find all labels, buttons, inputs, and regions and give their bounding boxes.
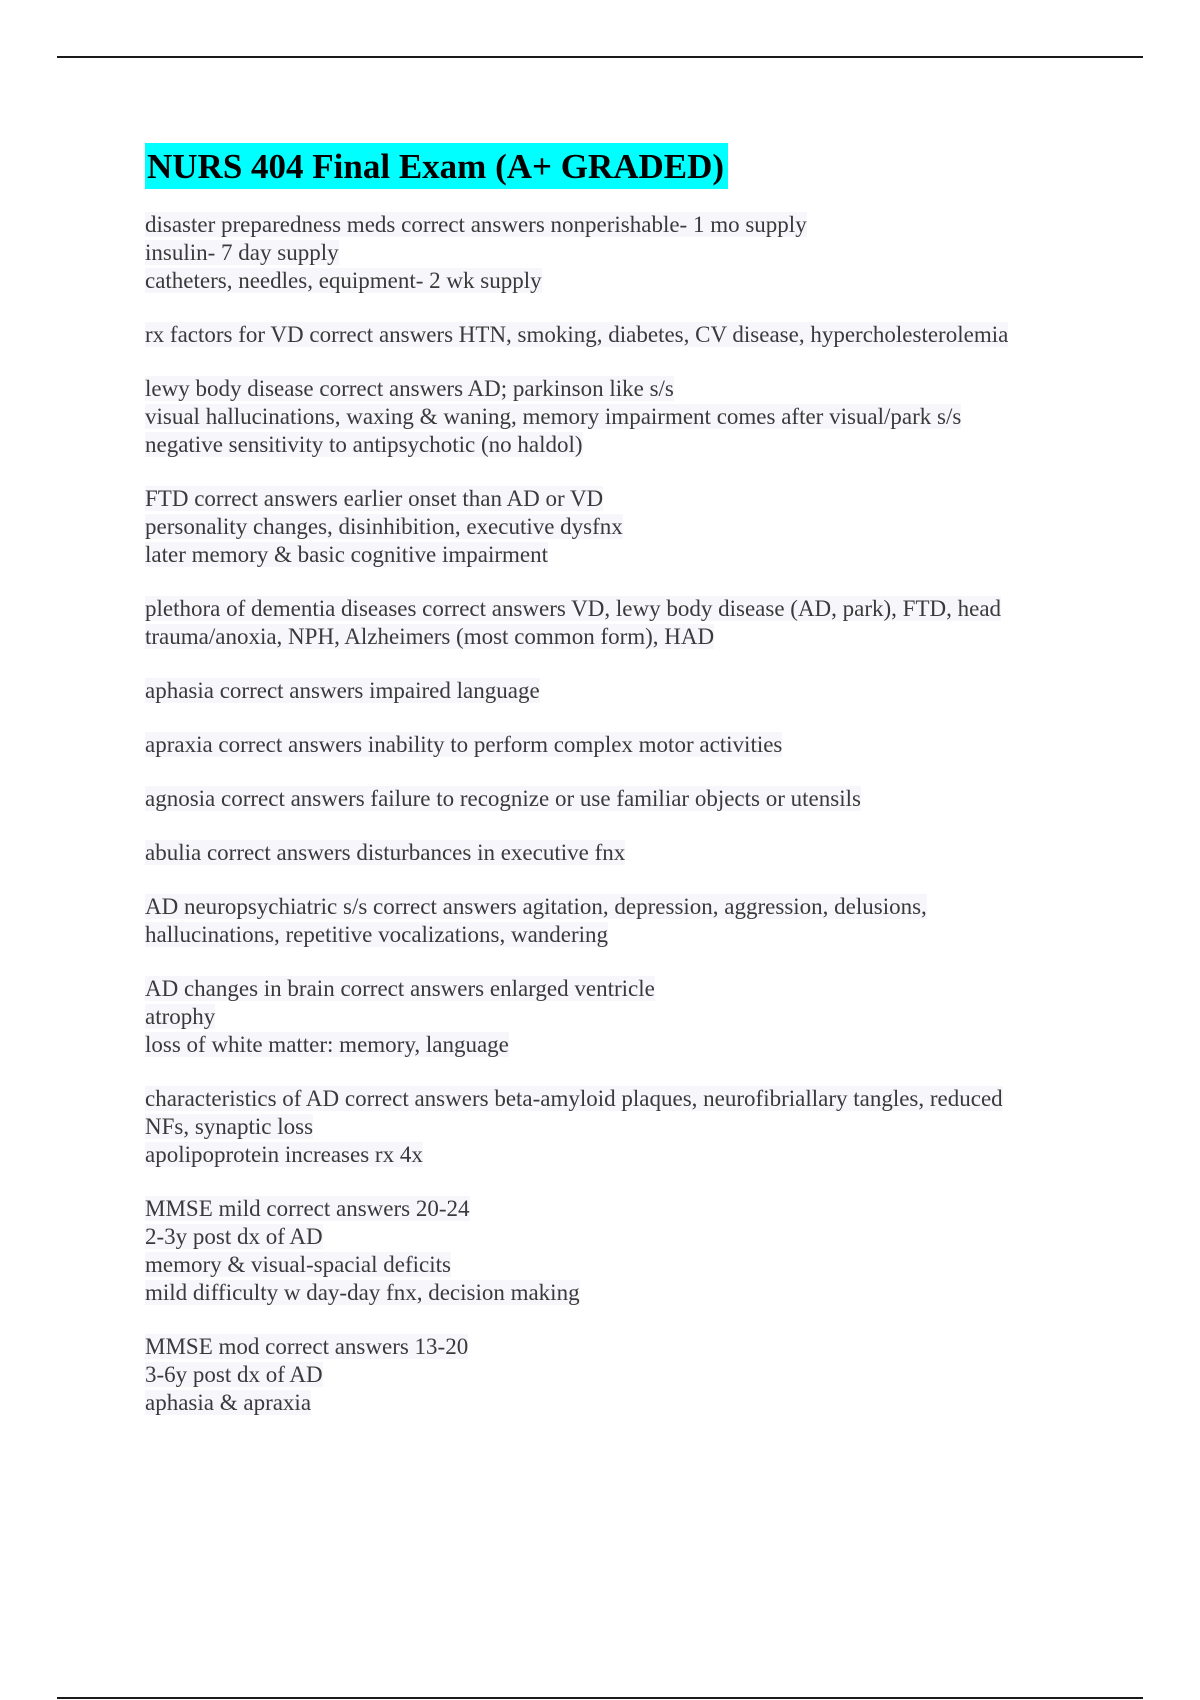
qa-entry-text: atrophy bbox=[145, 1004, 216, 1029]
qa-entry-line bbox=[145, 1031, 1075, 1059]
qa-entry-text: visual hallucinations, waxing & waning, memory impairment comes after visual/park s/s bbox=[145, 404, 962, 429]
qa-entry-line bbox=[145, 1389, 1075, 1417]
document-body bbox=[145, 143, 1075, 1443]
header-rule bbox=[57, 56, 1143, 58]
qa-entry-line bbox=[145, 485, 1075, 513]
qa-entry bbox=[145, 485, 1075, 569]
qa-entry-line bbox=[145, 211, 1075, 239]
qa-entry-line bbox=[145, 1279, 1075, 1307]
qa-entry-text: agnosia correct answers failure to recognize or use familiar objects or utensils bbox=[145, 786, 861, 811]
qa-entry bbox=[145, 975, 1075, 1059]
qa-entry-line bbox=[145, 595, 1075, 623]
footer-rule bbox=[57, 1697, 1143, 1699]
qa-entry-text: rx factors for VD correct answers HTN, smoking, diabetes, CV disease, hypercholesterolemia bbox=[145, 322, 1009, 347]
qa-entry-line bbox=[145, 431, 1075, 459]
qa-entry-text: catheters, needles, equipment- 2 wk supply bbox=[145, 268, 542, 293]
qa-entry-line bbox=[145, 839, 1075, 867]
qa-entry-line bbox=[145, 731, 1075, 759]
qa-entry-line bbox=[145, 1223, 1075, 1251]
qa-entry bbox=[145, 595, 1075, 651]
qa-entry-line bbox=[145, 513, 1075, 541]
qa-entry-text: mild difficulty w day-day fnx, decision making bbox=[145, 1280, 580, 1305]
qa-entry-line bbox=[145, 321, 1075, 349]
qa-entry bbox=[145, 677, 1075, 705]
qa-entry-text: memory & visual-spacial deficits bbox=[145, 1252, 451, 1277]
qa-entry bbox=[145, 785, 1075, 813]
qa-entry-line bbox=[145, 893, 1075, 921]
qa-entry-line bbox=[145, 975, 1075, 1003]
qa-entry-text: aphasia correct answers impaired language bbox=[145, 678, 540, 703]
qa-entry-line bbox=[145, 1251, 1075, 1279]
qa-entry-text: plethora of dementia diseases correct answers VD, lewy body disease (AD, park), FTD, head bbox=[145, 596, 1002, 621]
qa-entry bbox=[145, 211, 1075, 295]
qa-entry-line bbox=[145, 541, 1075, 569]
qa-entry bbox=[145, 1333, 1075, 1417]
qa-entry-line bbox=[145, 1361, 1075, 1389]
qa-entry-text: hallucinations, repetitive vocalizations, wandering bbox=[145, 922, 609, 947]
qa-entry-line bbox=[145, 1085, 1075, 1113]
qa-entry-text: characteristics of AD correct answers beta-amyloid plaques, neurofibriallary tangles, reduced bbox=[145, 1086, 1003, 1111]
qa-entry-line bbox=[145, 677, 1075, 705]
qa-entry-text: lewy body disease correct answers AD; parkinson like s/s bbox=[145, 376, 674, 401]
qa-entry-line bbox=[145, 623, 1075, 651]
qa-entry bbox=[145, 731, 1075, 759]
qa-entry-text: apraxia correct answers inability to perform complex motor activities bbox=[145, 732, 783, 757]
qa-entry-line bbox=[145, 785, 1075, 813]
qa-entry bbox=[145, 375, 1075, 459]
qa-entry-text: trauma/anoxia, NPH, Alzheimers (most common form), HAD bbox=[145, 624, 715, 649]
qa-entry-text: personality changes, disinhibition, executive dysfnx bbox=[145, 514, 623, 539]
qa-entry-line bbox=[145, 267, 1075, 295]
qa-entry-text: insulin- 7 day supply bbox=[145, 240, 339, 265]
qa-entry-line bbox=[145, 1333, 1075, 1361]
qa-entry bbox=[145, 893, 1075, 949]
qa-entry-text: apolipoprotein increases rx 4x bbox=[145, 1142, 423, 1167]
qa-entry-text: 2-3y post dx of AD bbox=[145, 1224, 323, 1249]
qa-entry-line bbox=[145, 1141, 1075, 1169]
qa-entry-line bbox=[145, 239, 1075, 267]
qa-entry bbox=[145, 1085, 1075, 1169]
qa-entry-line bbox=[145, 403, 1075, 431]
qa-entry-line bbox=[145, 1003, 1075, 1031]
qa-entry-line bbox=[145, 1195, 1075, 1223]
qa-entry-text: AD changes in brain correct answers enlarged ventricle bbox=[145, 976, 655, 1001]
qa-entry bbox=[145, 1195, 1075, 1307]
qa-entry-text: 3-6y post dx of AD bbox=[145, 1362, 323, 1387]
qa-entry-text: aphasia & apraxia bbox=[145, 1390, 312, 1415]
qa-entry-line bbox=[145, 1113, 1075, 1141]
qa-entry-line bbox=[145, 375, 1075, 403]
qa-entry-text: MMSE mod correct answers 13-20 bbox=[145, 1334, 469, 1359]
qa-entry bbox=[145, 321, 1075, 349]
qa-entry-text: MMSE mild correct answers 20-24 bbox=[145, 1196, 470, 1221]
qa-entry-text: negative sensitivity to antipsychotic (no haldol) bbox=[145, 432, 583, 457]
qa-entry-text: FTD correct answers earlier onset than AD or VD bbox=[145, 486, 604, 511]
qa-entry-text: loss of white matter: memory, language bbox=[145, 1032, 509, 1057]
qa-entry-text: later memory & basic cognitive impairment bbox=[145, 542, 549, 567]
qa-list bbox=[145, 211, 1075, 1417]
qa-entry-text: AD neuropsychiatric s/s correct answers agitation, depression, aggression, delusions, bbox=[145, 894, 927, 919]
qa-entry bbox=[145, 839, 1075, 867]
qa-entry-text: abulia correct answers disturbances in executive fnx bbox=[145, 840, 626, 865]
qa-entry-line bbox=[145, 921, 1075, 949]
qa-entry-text: disaster preparedness meds correct answers nonperishable- 1 mo supply bbox=[145, 212, 807, 237]
document-title: NURS 404 Final Exam (A+ GRADED) bbox=[145, 143, 728, 189]
qa-entry-text: NFs, synaptic loss bbox=[145, 1114, 314, 1139]
